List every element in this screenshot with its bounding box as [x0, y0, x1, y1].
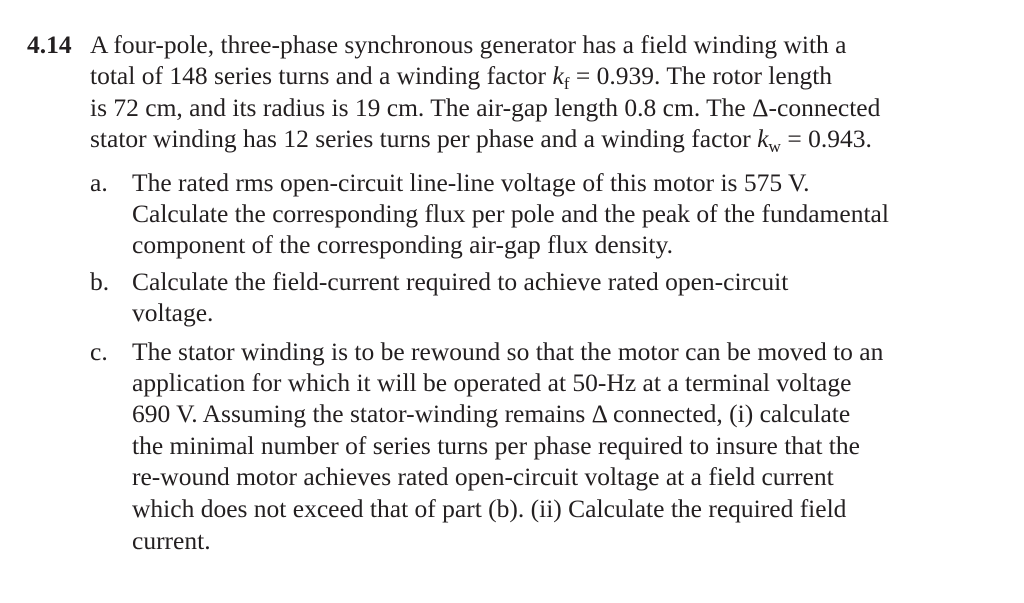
item-c-letter: c. [90, 337, 108, 366]
intro-line-2-text: total of 148 series turns and a winding factor [90, 61, 553, 90]
item-c-line-3: 690 V. Assuming the stator-winding remains Δ connected, (i) calculate [132, 399, 851, 428]
intro-line-4 [90, 123, 872, 154]
item-c-line-6: which does not exceed that of part (b). (ii) Calculate the required field [132, 494, 847, 523]
item-a-line-3: component of the corresponding air-gap flux density. [132, 230, 673, 259]
item-c-line-4: the minimal number of series turns per phase required to insure that the [132, 431, 860, 460]
item-a-line-1: The rated rms open-circuit line-line voltage of this motor is 575 V. [132, 168, 810, 197]
problem-number: 4.14 [27, 30, 72, 59]
item-b-line-1: Calculate the field-current required to achieve rated open-circuit [132, 267, 789, 296]
kw-symbol: k [757, 124, 769, 153]
item-c-line-2: application for which it will be operated at 50-Hz at a terminal voltage [132, 368, 852, 397]
item-c-line-7: current. [132, 526, 211, 555]
kf-subscript: f [563, 73, 570, 93]
kw-subscript: w [768, 136, 781, 156]
item-c-line-5: re-wound motor achieves rated open-circuit voltage at a field current [132, 462, 834, 491]
intro-line-1: A four-pole, three-phase synchronous generator has a field winding with a [90, 30, 847, 59]
intro-line-3: is 72 cm, and its radius is 19 cm. The air-gap length 0.8 cm. The Δ-connected [90, 93, 881, 122]
intro-line-4-text: stator winding has 12 series turns per phase and a winding factor [90, 124, 758, 153]
item-b-line-2: voltage. [132, 298, 214, 327]
kf-symbol: k [552, 61, 564, 90]
kw-value: = 0.943. [780, 124, 872, 153]
intro-line-2 [90, 60, 832, 91]
kf-value: = 0.939. The rotor length [569, 61, 833, 90]
item-a-line-2: Calculate the corresponding flux per pole and the peak of the fundamental [132, 199, 889, 228]
item-c-line-1: The stator winding is to be rewound so that the motor can be moved to an [132, 337, 884, 366]
item-a-letter: a. [90, 168, 108, 197]
item-b-letter: b. [90, 267, 110, 296]
